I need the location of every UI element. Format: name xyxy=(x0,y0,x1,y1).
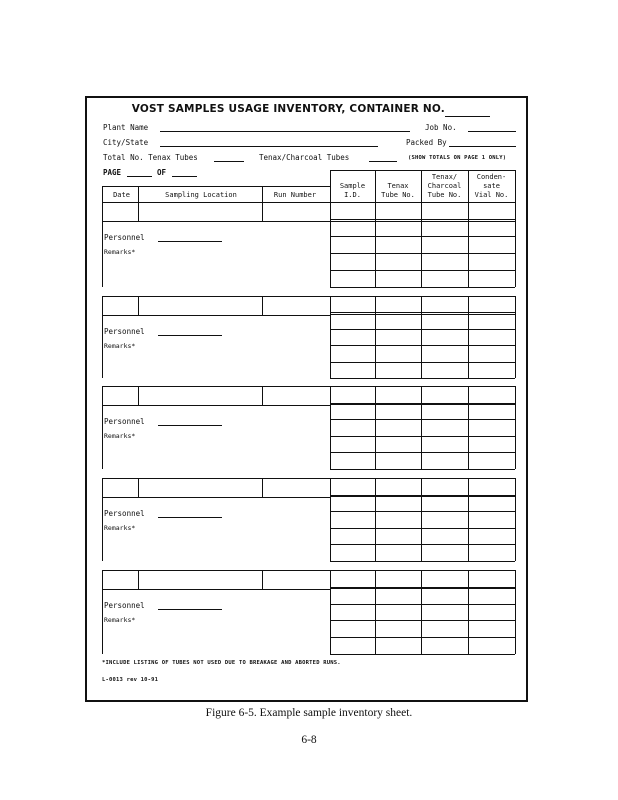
rule-line xyxy=(375,170,376,202)
rule-line xyxy=(330,620,515,621)
remarks-label: Remarks* xyxy=(104,342,136,350)
personnel-label: Personnel xyxy=(104,601,145,610)
rule-line xyxy=(330,345,515,346)
form-id: L-0013 rev 10-91 xyxy=(102,677,159,683)
personnel-label: Personnel xyxy=(104,509,145,518)
personnel-label: Personnel xyxy=(104,233,145,242)
rule-line xyxy=(138,386,139,405)
header-date: Date xyxy=(113,191,130,199)
rule-line xyxy=(330,378,515,379)
rule-line xyxy=(330,170,515,171)
rule-line xyxy=(138,296,139,315)
rule-line xyxy=(330,637,515,638)
rule-line xyxy=(330,386,331,469)
rule-line xyxy=(515,570,516,654)
rule-line xyxy=(102,478,515,479)
rule-line xyxy=(468,478,469,561)
rule-line xyxy=(262,296,263,315)
rule-line xyxy=(262,186,263,202)
rule-line xyxy=(102,296,515,297)
personnel-label: Personnel xyxy=(104,327,145,336)
rule-line xyxy=(421,296,422,378)
personnel-line xyxy=(158,425,222,426)
tenax-charcoal-label: Tenax/Charcoal Tubes xyxy=(259,153,350,162)
personnel-label: Personnel xyxy=(104,417,145,426)
rule-line xyxy=(468,202,469,287)
rule-line xyxy=(262,202,263,221)
total-tenax-label: Total No. Tenax Tubes xyxy=(103,153,198,162)
rule-line xyxy=(330,604,515,605)
rule-line xyxy=(330,236,515,237)
rule-line xyxy=(515,202,516,287)
rule-line xyxy=(102,186,103,202)
personnel-line xyxy=(158,335,222,336)
rule-line xyxy=(330,511,515,512)
rule-line xyxy=(330,362,515,363)
rule-line xyxy=(102,186,330,187)
rule-line xyxy=(102,589,330,590)
city-state-line xyxy=(160,146,378,147)
remarks-label: Remarks* xyxy=(104,524,136,532)
rule-line xyxy=(330,528,515,529)
container-no-line xyxy=(445,116,490,117)
rule-line xyxy=(330,561,515,562)
personnel-line xyxy=(158,241,222,242)
rule-line xyxy=(102,202,103,287)
rule-line xyxy=(468,170,469,202)
rule-line xyxy=(330,253,515,254)
page-label: PAGE xyxy=(103,168,122,177)
rule-line xyxy=(330,287,515,288)
rule-line xyxy=(468,386,469,469)
rule-line xyxy=(138,202,139,221)
rule-line xyxy=(102,497,330,498)
rule-line xyxy=(468,570,469,654)
rule-line xyxy=(262,478,263,497)
city-state-label: City/State xyxy=(103,138,149,147)
page-line xyxy=(127,176,152,177)
rule-line xyxy=(102,221,330,222)
rule-line xyxy=(330,496,515,497)
rule-line xyxy=(330,219,515,220)
rule-line xyxy=(375,570,376,654)
rule-line xyxy=(375,386,376,469)
total-tenax-line xyxy=(214,161,244,162)
header-tenax-tube: Tenax Tube No. xyxy=(381,182,415,199)
rule-line xyxy=(330,469,515,470)
rule-line xyxy=(102,315,330,316)
packed-by-label: Packed By xyxy=(406,138,447,147)
rule-line xyxy=(468,296,469,378)
header-sampling-location: Sampling Location xyxy=(165,191,237,199)
rule-line xyxy=(330,478,331,561)
rule-line xyxy=(330,329,515,330)
rule-line xyxy=(102,386,515,387)
rule-line xyxy=(330,404,515,405)
rule-line xyxy=(330,654,515,655)
remarks-label: Remarks* xyxy=(104,248,136,256)
rule-line xyxy=(421,570,422,654)
rule-line xyxy=(330,436,515,437)
rule-line xyxy=(421,478,422,561)
rule-line xyxy=(375,202,376,287)
rule-line xyxy=(262,386,263,405)
rule-line xyxy=(330,570,331,654)
rule-line xyxy=(138,186,139,202)
figure-caption: Figure 6-5. Example sample inventory sheet. xyxy=(205,707,413,719)
rule-line xyxy=(102,405,330,406)
totals-note: (SHOW TOTALS ON PAGE 1 ONLY) xyxy=(408,155,507,161)
header-tenax-charcoal-tube: Tenax/ Charcoal Tube No. xyxy=(427,173,462,199)
rule-line xyxy=(375,478,376,561)
plant-name-label: Plant Name xyxy=(103,123,149,132)
personnel-line xyxy=(158,609,222,610)
packed-by-line xyxy=(449,146,516,147)
rule-line xyxy=(515,296,516,378)
rule-line xyxy=(330,588,515,589)
rule-line xyxy=(138,570,139,589)
rule-line xyxy=(330,270,515,271)
rule-line xyxy=(102,386,103,469)
rule-line xyxy=(421,170,422,202)
rule-line xyxy=(102,570,515,571)
header-sample-id: Sample I.D. xyxy=(339,182,366,199)
rule-line xyxy=(421,386,422,469)
rule-line xyxy=(330,296,331,378)
rule-line xyxy=(330,221,515,222)
rule-line xyxy=(375,296,376,378)
footer-note: *INCLUDE LISTING OF TUBES NOT USED DUE TO BREAKAGE AND ABORTED RUNS. xyxy=(102,660,341,666)
job-no-line xyxy=(468,131,516,132)
rule-line xyxy=(102,202,515,203)
rule-line xyxy=(102,296,103,378)
rule-line xyxy=(138,478,139,497)
rule-line xyxy=(515,478,516,561)
rule-line xyxy=(330,314,515,315)
rule-line xyxy=(330,419,515,420)
rule-line xyxy=(515,386,516,469)
header-condensate: Conden- sate Vial No. xyxy=(474,173,509,199)
remarks-label: Remarks* xyxy=(104,616,136,624)
rule-line xyxy=(330,170,331,202)
plant-name-line xyxy=(160,131,410,132)
personnel-line xyxy=(158,517,222,518)
of-line xyxy=(172,176,197,177)
rule-line xyxy=(330,452,515,453)
rule-line xyxy=(102,570,103,654)
rule-line xyxy=(421,202,422,287)
form-title: VOST SAMPLES USAGE INVENTORY, CONTAINER NO. xyxy=(131,103,445,115)
rule-line xyxy=(330,312,515,313)
job-no-label: Job No. xyxy=(425,123,457,132)
remarks-label: Remarks* xyxy=(104,432,136,440)
rule-line xyxy=(330,544,515,545)
tenax-charcoal-line xyxy=(369,161,397,162)
page-number: 6-8 xyxy=(301,734,317,746)
rule-line xyxy=(262,570,263,589)
rule-line xyxy=(102,478,103,561)
rule-line xyxy=(515,170,516,202)
rule-line xyxy=(330,202,331,287)
of-label: OF xyxy=(157,168,167,177)
header-run-number: Run Number xyxy=(273,191,317,199)
